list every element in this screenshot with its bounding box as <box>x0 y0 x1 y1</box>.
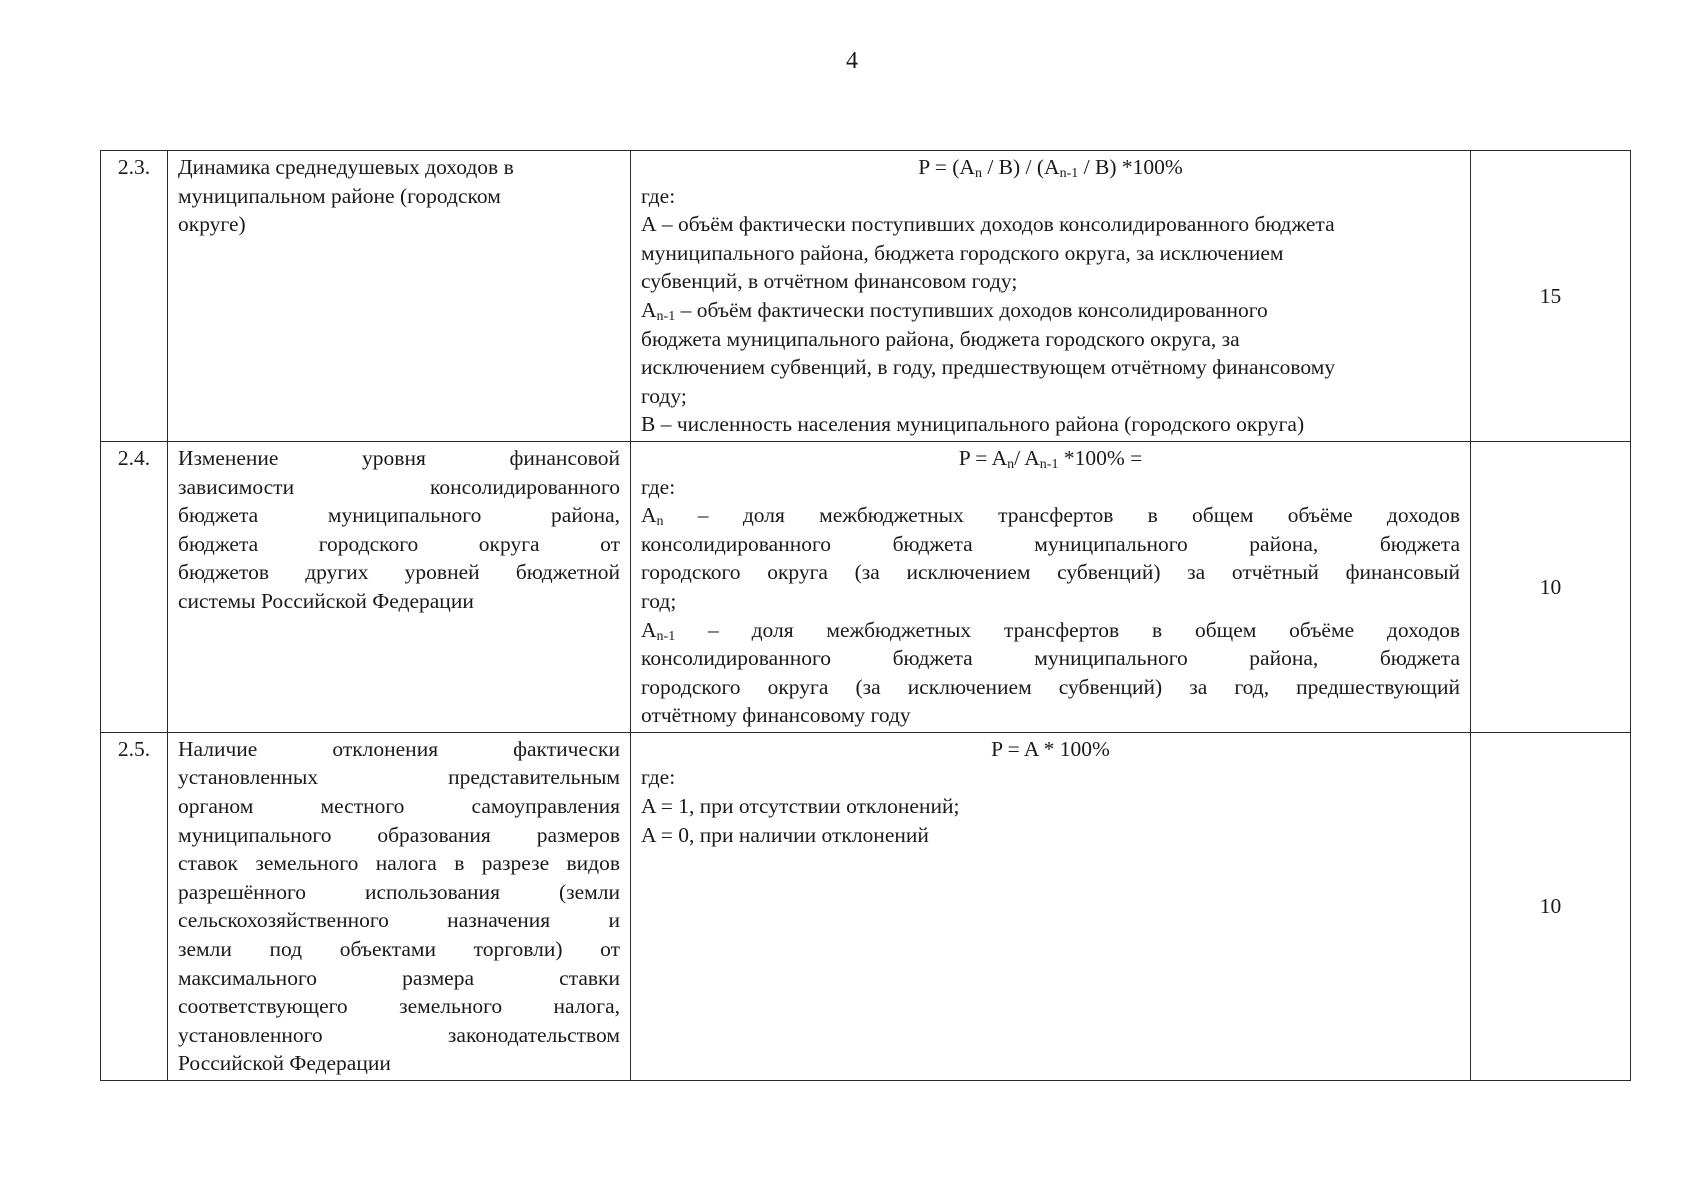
where-label: где: <box>641 474 676 499</box>
name-line: максимального размера ставки <box>178 965 620 990</box>
desc-line: год; <box>641 588 677 613</box>
indicator-name <box>168 441 631 732</box>
desc-line: $А_{n-1}$ – объём фактически поступивших доходов консолидированного <box>641 297 1268 324</box>
name-line: системы Российской Федерации <box>178 588 474 613</box>
name-line: установленных представительным <box>178 765 620 790</box>
table-row <box>101 732 1631 1080</box>
row-number: 2.4. <box>101 441 168 732</box>
name-line: бюджета муниципального района, <box>178 503 620 528</box>
criteria-table <box>100 150 1631 1081</box>
name-line: сельскохозяйственного назначения и <box>178 908 620 933</box>
desc-line: отчётному финансовому году <box>641 703 911 728</box>
score-cell: 10 <box>1471 732 1631 1080</box>
row-number: 2.5. <box>101 732 168 1080</box>
name-line: бюджета городского округа от <box>178 531 620 556</box>
desc-line: муниципального района, бюджета городского округа, за исключением <box>641 240 1284 265</box>
name-line: муниципального образования размеров <box>178 822 620 847</box>
formula-cell <box>631 441 1471 732</box>
desc-line: бюджета муниципального района, бюджета городского округа, за <box>641 326 1240 351</box>
name-line: Наличие отклонения фактически <box>178 736 620 761</box>
score-cell: 15 <box>1471 151 1631 442</box>
desc-line: A = 1, при отсутствии отклонений; <box>641 794 960 819</box>
name-line: органом местного самоуправления <box>178 794 620 819</box>
table-row <box>101 151 1631 442</box>
name-line: земли под объектами торговли) от <box>178 937 620 962</box>
where-label: где: <box>641 183 676 208</box>
desc-line: консолидированного бюджета муниципального района, бюджета <box>641 646 1460 671</box>
name-line: соответствующего земельного налога, <box>178 994 620 1019</box>
indicator-name <box>168 151 631 442</box>
desc-line: В – численность населения муниципального района (городского округа) <box>641 412 1305 437</box>
name-line: установленного законодательством <box>178 1022 620 1047</box>
formula: $P = A_n/$ $A_{n-1}$ *100% = <box>958 445 1143 472</box>
row-number: 2.3. <box>101 151 168 442</box>
name-line: бюджетов других уровней бюджетной <box>178 560 620 585</box>
name-line: Российской Федерации <box>178 1051 391 1076</box>
formula-cell <box>631 732 1471 1080</box>
desc-line: году; <box>641 383 687 408</box>
desc-line: городского округа (за исключением субвенций) за отчётный финансовый <box>641 560 1460 585</box>
name-line: округе) <box>178 212 246 237</box>
name-line: зависимости консолидированного <box>178 474 620 499</box>
name-line: ставок земельного налога в разрезе видов <box>178 851 620 876</box>
name-line: муниципальном районе (городском <box>178 183 501 208</box>
formula: P = A * 100% <box>991 736 1110 761</box>
page-number: 4 <box>846 48 858 74</box>
desc-line: $A_n$ – доля межбюджетных трансфертов в общем объёме доходов <box>641 503 1460 530</box>
indicator-name <box>168 732 631 1080</box>
desc-line: консолидированного бюджета муниципального района, бюджета <box>641 531 1460 556</box>
desc-line: исключением субвенций, в году, предшествующем отчётному финансовому <box>641 355 1336 380</box>
table-row <box>101 441 1631 732</box>
name-line: разрешённого использования (земли <box>178 879 620 904</box>
desc-line: A = 0, при наличии отклонений <box>641 822 929 847</box>
desc-line: городского округа (за исключением субвенций) за год, предшествующий <box>641 674 1460 699</box>
desc-line: $A_{n-1}$ – доля межбюджетных трансфертов в общем объёме доходов <box>641 617 1460 644</box>
desc-line: А – объём фактически поступивших доходов консолидированного бюджета <box>641 212 1335 237</box>
desc-line: субвенций, в отчётном финансовом году; <box>641 269 1018 294</box>
formula: $P = (A_n / B) / (A_{n-1} / B)$ *100% <box>918 155 1183 181</box>
formula-cell <box>631 151 1471 442</box>
name-line: Динамика среднедушевых доходов в <box>178 155 514 179</box>
score-cell: 10 <box>1471 441 1631 732</box>
name-line: Изменение уровня финансовой <box>178 445 620 470</box>
where-label: где: <box>641 765 676 790</box>
